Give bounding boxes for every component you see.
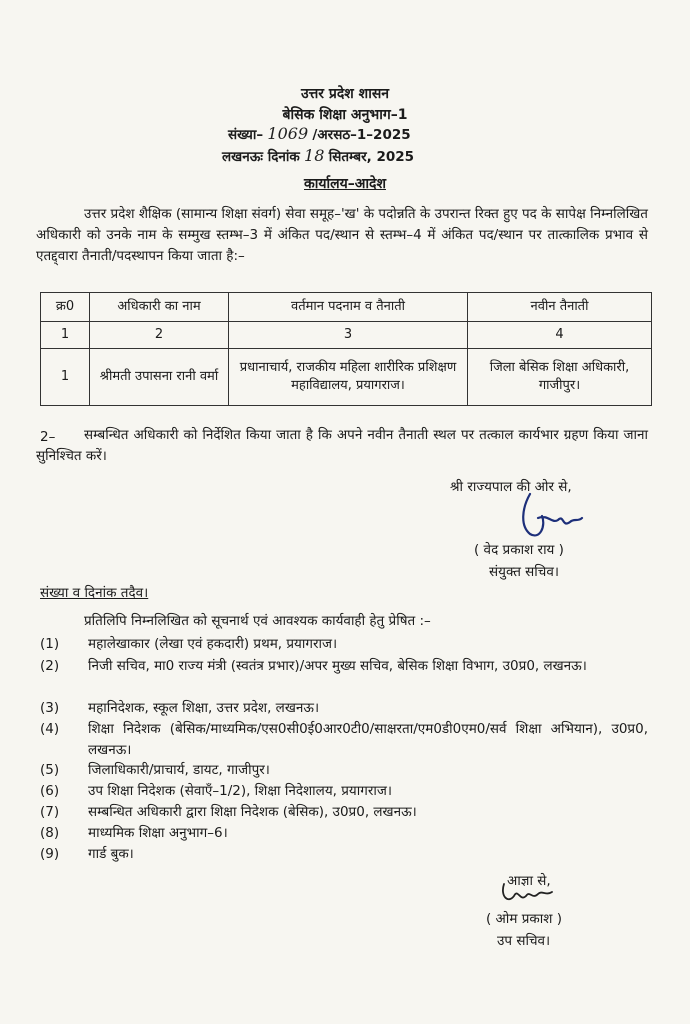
cell-officer-name: श्रीमती उपासना रानी वर्मा	[90, 349, 229, 406]
signature-image	[512, 488, 592, 546]
cell-new-post: जिला बेसिक शिक्षा अधिकारी, गाजीपुर।	[468, 349, 652, 406]
posting-table	[40, 292, 652, 406]
column-number: 4	[468, 322, 652, 349]
list-item-number: (6)	[40, 783, 60, 799]
table-row	[41, 349, 652, 406]
number-handwritten: 1069	[267, 124, 309, 143]
signatory1-name: ( वेद प्रकाश राय )	[474, 542, 564, 558]
column-number: 2	[90, 322, 229, 349]
list-item: महालेखाकार (लेखा एवं हकदारी) प्रथम, प्रयागराज।	[88, 636, 338, 652]
header-new-post: नवीन तैनाती	[468, 293, 652, 322]
list-item: निजी सचिव, मा0 राज्य मंत्री (स्वतंत्र प्रभार)/अपर मुख्य सचिव, बेसिक शिक्षा विभाग, उ0प्र0, लखनऊ।	[88, 658, 587, 674]
cell-serial: 1	[41, 349, 90, 406]
list-item-number: (2)	[40, 658, 60, 674]
section-title: बेसिक शिक्षा अनुभाग–1	[282, 107, 408, 123]
table-number-row	[41, 322, 652, 349]
list-item: जिलाधिकारी/प्राचार्य, डायट, गाजीपुर।	[88, 762, 270, 778]
list-item-number: (5)	[40, 762, 60, 778]
point2-number: 2–	[40, 429, 56, 445]
copy-intro: प्रतिलिपि निम्नलिखित को सूचनार्थ एवं आवश्यक कार्यवाही हेतु प्रेषित :–	[84, 613, 431, 629]
header-current-post: वर्तमान पदनाम व तैनाती	[229, 293, 468, 322]
on-behalf-line: श्री राज्यपाल की ओर से,	[450, 479, 572, 495]
list-item: शिक्षा निदेशक (बेसिक/माध्यमिक/एस0सी0ई0आर0टी0/साक्षरता/एम0डी0एम0/सर्व शिक्षा अभियान), उ0प्र0, लखनऊ।	[88, 721, 648, 758]
header-name: अधिकारी का नाम	[90, 293, 229, 322]
table-header-row	[41, 293, 652, 322]
order-line: आज्ञा से,	[507, 873, 551, 889]
list-item-number: (1)	[40, 636, 60, 652]
signatory2-designation: उप सचिव।	[497, 933, 551, 949]
date-suffix: सितम्बर, 2025	[328, 149, 415, 165]
order-date-line	[222, 147, 414, 166]
signature-image	[498, 878, 558, 908]
column-number: 1	[41, 322, 90, 349]
point2-text: सम्बन्धित अधिकारी को निर्देशित किया जाता है कि अपने नवीन तैनाती स्थल पर तत्काल कार्यभार ग्रहण किया जाना सुनिश्चित करें।	[36, 427, 648, 464]
list-item: गार्ड बुक।	[88, 846, 134, 862]
date-label: लखनऊः दिनांक	[222, 149, 300, 165]
number-suffix: /अरसठ–1–2025	[312, 127, 411, 143]
order-number-line	[228, 125, 411, 144]
signatory1-designation: संयुक्त सचिव।	[489, 564, 559, 580]
list-item: माध्यमिक शिक्षा अनुभाग–6।	[88, 825, 228, 841]
list-item-number: (4)	[40, 721, 60, 737]
list-item: महानिदेशक, स्कूल शिक्षा, उत्तर प्रदेश, लखनऊ।	[88, 700, 320, 716]
number-label: संख्या–	[228, 127, 264, 143]
signatory2-name: ( ओम प्रकाश )	[486, 911, 563, 927]
list-item-number: (3)	[40, 700, 60, 716]
column-number: 3	[229, 322, 468, 349]
date-handwritten: 18	[304, 146, 325, 165]
list-item-number: (7)	[40, 804, 60, 820]
intro-paragraph: उत्तर प्रदेश शैक्षिक (सामान्य शिक्षा संवर्ग) सेवा समूह–'ख' के पदोन्नति के उपरान्त रिक्त हुए पद के सापेक्ष निम्नलिखित अधिकारी को उनके नाम के सम्मुख स्तम्भ–3 में अंकित पद/स्थान से स्तम्भ–4 में अंकित पद/स्थान पर तात्कालिक प्रभाव से एतद्द्वारा तैनाती/पदस्थापन किया जाता है:–	[36, 206, 648, 264]
cell-current-post: प्रधानाचार्य, राजकीय महिला शारीरिक प्रशिक्षण महाविद्यालय, प्रयागराज।	[229, 349, 468, 406]
list-item-number: (9)	[40, 846, 60, 862]
copy-heading: संख्या व दिनांक तदैव।	[40, 585, 149, 601]
list-item-number: (8)	[40, 825, 60, 841]
list-item: उप शिक्षा निदेशक (सेवाएँ–1/2), शिक्षा निदेशालय, प्रयागराज।	[88, 783, 392, 799]
header-serial: क्र0	[41, 293, 90, 322]
list-item: सम्बन्धित अधिकारी द्वारा शिक्षा निदेशक (बेसिक), उ0प्र0, लखनऊ।	[88, 804, 417, 820]
order-title: कार्यालय–आदेश	[304, 176, 386, 192]
govt-title: उत्तर प्रदेश शासन	[300, 86, 390, 102]
